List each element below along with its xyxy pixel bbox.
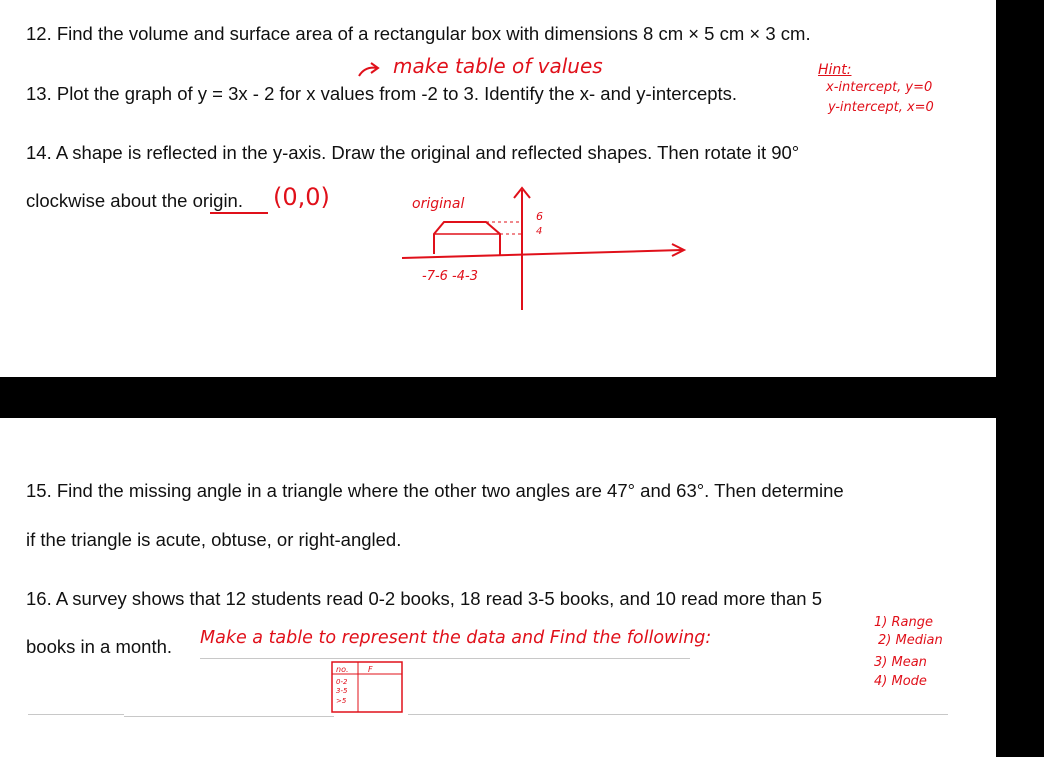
question-16-line2: books in a month. [26,636,173,657]
worksheet-page-bottom [0,418,996,757]
frequency-table-sketch [328,658,408,718]
origin-underline [210,212,268,214]
ruled-line-1 [28,714,124,715]
q16-note-underline [200,658,690,659]
arrow-annotation-icon [355,60,385,80]
ruled-line-3 [408,714,948,715]
table-head-books: no. [336,665,349,674]
hint-x-intercept: x-intercept, y=0 [826,80,933,95]
list-item-median: 2) Median [878,633,943,648]
q13-handwritten-note: make table of values [393,54,603,78]
x-axis-line [402,250,682,258]
question-14-line1: 14. A shape is reflected in the y-axis. Draw the original and reflected shapes. Then rotate it 90° [26,142,800,163]
axis-label-4: 4 [536,226,543,237]
question-12: 12. Find the volume and surface area of a rectangular box with dimensions 8 cm × 5 cm × 3 cm. [26,23,811,44]
list-item-range: 1) Range [874,615,933,630]
worksheet-page-top [0,0,996,377]
original-shape [434,222,500,256]
question-14-line2 [26,190,243,212]
table-head-frequency: F [368,665,373,674]
original-label: original [412,196,465,212]
question-16-line1: 16. A survey shows that 12 students read 0-2 books, 18 read 3-5 books, and 10 read more than 5 [26,588,823,609]
table-row-1: 0-2 [336,678,348,686]
axis-label-6: 6 [536,210,543,223]
list-item-mode: 4) Mode [874,674,927,689]
q14-text-start: clockwise about the [26,190,188,211]
ruled-line-2 [124,716,334,717]
question-15-line2: if the triangle is acute, obtuse, or right-angled. [26,529,402,550]
q16-handwritten-note: Make a table to represent the data and Find the following: [200,628,712,648]
table-row-3: >5 [336,697,347,705]
origin-coordinate-note: (0,0) [273,183,330,211]
q14-origin-word: origin. [192,190,243,211]
list-item-mean: 3) Mean [874,655,927,670]
axis-negative-labels: -7-6 -4-3 [422,269,478,284]
hand-drawn-graph [400,182,700,312]
table-row-2: 3-5 [336,687,348,695]
question-15-line1: 15. Find the missing angle in a triangle where the other two angles are 47° and 63°. Then determine [26,480,844,501]
hint-label: Hint: [818,62,852,78]
question-13: 13. Plot the graph of y = 3x - 2 for x values from -2 to 3. Identify the x- and y-intercepts. [26,83,738,104]
hint-y-intercept: y-intercept, x=0 [828,100,934,115]
